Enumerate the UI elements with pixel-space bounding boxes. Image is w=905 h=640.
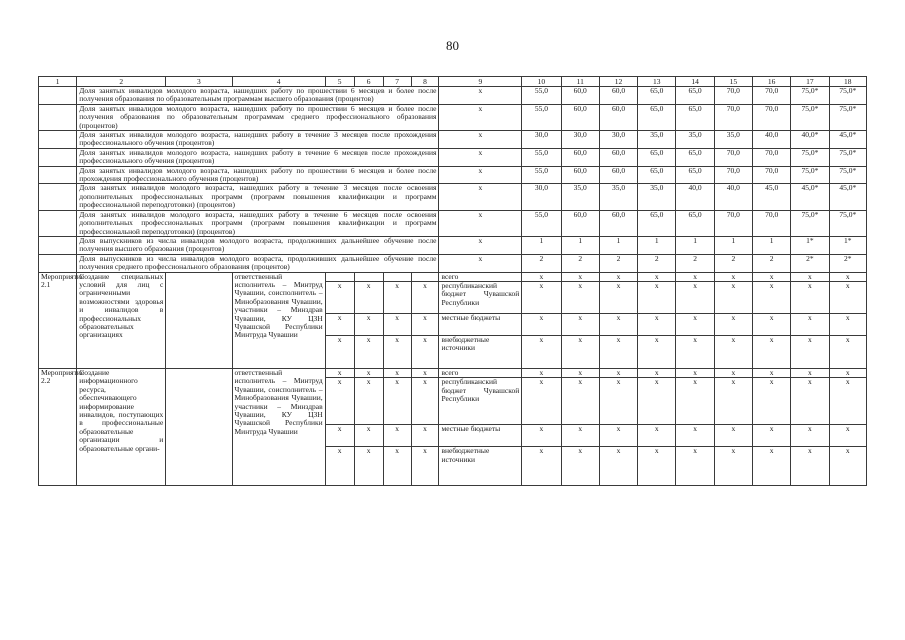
measure-value: x [599, 447, 637, 486]
measure-name: Создание информационного ресурса, обеспечивающего информирование инвалидов, поступающих в профессиональные образовательные организации и образовательные органи- [77, 368, 166, 485]
measure-value: x [561, 368, 599, 377]
measure-code-cell: x [325, 313, 354, 335]
measure-value: x [638, 335, 676, 368]
measure-code-cell: x [411, 447, 439, 486]
measure-value: x [829, 447, 866, 486]
measure-value: x [638, 368, 676, 377]
indicator-value: 60,0 [561, 210, 599, 236]
indicator-value: 70,0 [753, 104, 791, 130]
indicator-text: Доля выпускников из числа инвалидов молодого возраста, продолживших дальнейшее обучение после получения среднего профессионального образования (процентов) [77, 254, 439, 272]
measure-code-cell: x [383, 378, 411, 425]
measure-value: x [638, 378, 676, 425]
indicator-value: 60,0 [599, 148, 637, 166]
indicator-value: 65,0 [638, 87, 676, 105]
indicator-text: Доля занятых инвалидов молодого возраста, нашедших работу в течение 3 месяцев после прохождения профессионального обучения (процентов) [77, 131, 439, 149]
indicator-value: 1 [522, 236, 561, 254]
indicator-value: 1* [791, 236, 829, 254]
measure-code-cell: x [354, 378, 383, 425]
header-cell: 10 [522, 77, 561, 87]
indicator-value: 1 [676, 236, 714, 254]
measure-code-cell: x [354, 368, 383, 377]
measure-code-cell: x [354, 281, 383, 313]
indicator-marker: x [439, 131, 522, 149]
indicator-value: 60,0 [561, 166, 599, 184]
measure-executor: ответственный исполнитель – Минтруд Чувашии, соисполнитель – Минобразования Чувашии, участники – Минздрав Чувашии, КУ ЦЗН Чувашской Республики Минтруда Чувашии [232, 368, 325, 485]
indicator-value: 35,0 [714, 131, 752, 149]
indicator-row [39, 254, 867, 272]
empty-cell [39, 210, 77, 236]
funding-source: внебюджетные источники [439, 447, 522, 486]
indicator-value: 70,0 [714, 166, 752, 184]
measure-code-cell: x [411, 368, 439, 377]
header-cell: 13 [638, 77, 676, 87]
indicator-value: 65,0 [638, 210, 676, 236]
empty-cell [39, 254, 77, 272]
measure-value: x [522, 272, 561, 281]
measure-code-cell: x [383, 368, 411, 377]
measure-code-cell: x [411, 313, 439, 335]
indicator-text: Доля выпускников из числа инвалидов молодого возраста, продолживших дальнейшее обучение после получения высшего образования (процентов) [77, 236, 439, 254]
measure-code-cell: x [325, 368, 354, 377]
indicator-value: 2 [522, 254, 561, 272]
indicator-value: 2 [676, 254, 714, 272]
indicator-value: 60,0 [599, 104, 637, 130]
measure-value: x [753, 368, 791, 377]
empty-cell [39, 87, 77, 105]
header-cell: 8 [411, 77, 439, 87]
funding-source: всего [439, 272, 522, 281]
measure-code-cell: x [354, 313, 383, 335]
indicator-value: 60,0 [599, 87, 637, 105]
indicator-value: 65,0 [676, 166, 714, 184]
header-cell: 7 [383, 77, 411, 87]
indicator-text: Доля занятых инвалидов молодого возраста, нашедших работу по прошествии 6 месяцев и более после прохождения профессионального обучения (процентов) [77, 166, 439, 184]
measure-value: x [638, 425, 676, 447]
indicator-value: 60,0 [561, 104, 599, 130]
indicator-value: 65,0 [676, 148, 714, 166]
indicator-marker: x [439, 184, 522, 210]
indicator-value: 70,0 [753, 148, 791, 166]
measure-value: x [522, 368, 561, 377]
measure-value: x [791, 272, 829, 281]
indicator-value: 30,0 [522, 184, 561, 210]
measure-value: x [829, 281, 866, 313]
funding-source: всего [439, 368, 522, 377]
measure-value: x [522, 447, 561, 486]
indicator-value: 2* [829, 254, 866, 272]
header-cell: 12 [599, 77, 637, 87]
indicator-value: 75,0* [829, 166, 866, 184]
empty-cell [39, 166, 77, 184]
measure-value: x [561, 335, 599, 368]
indicator-value: 55,0 [522, 104, 561, 130]
measure-value: x [676, 378, 714, 425]
measure-code-cell: x [383, 281, 411, 313]
indicator-marker: x [439, 87, 522, 105]
indicator-value: 75,0* [829, 104, 866, 130]
indicator-value: 2 [638, 254, 676, 272]
indicator-value: 40,0 [714, 184, 752, 210]
measure-value: x [714, 368, 752, 377]
measure-code-cell: x [383, 425, 411, 447]
measure-value: x [599, 368, 637, 377]
measure-value: x [829, 335, 866, 368]
header-cell: 18 [829, 77, 866, 87]
indicator-value: 75,0* [791, 210, 829, 236]
indicator-value: 35,0 [638, 184, 676, 210]
measure-value: x [522, 378, 561, 425]
measure-value: x [638, 281, 676, 313]
indicator-value: 55,0 [522, 148, 561, 166]
indicator-value: 55,0 [522, 210, 561, 236]
measure-value: x [791, 335, 829, 368]
measure-value: x [561, 281, 599, 313]
measure-code-cell: x [354, 447, 383, 486]
measure-code-cell: x [325, 281, 354, 313]
indicator-value: 40,0* [791, 131, 829, 149]
indicator-row [39, 236, 867, 254]
indicator-value: 60,0 [599, 210, 637, 236]
measure-value: x [714, 313, 752, 335]
measure-value: x [753, 378, 791, 425]
indicator-marker: x [439, 236, 522, 254]
indicator-value: 2* [791, 254, 829, 272]
indicator-marker: x [439, 254, 522, 272]
indicator-value: 65,0 [638, 148, 676, 166]
indicator-value: 60,0 [561, 148, 599, 166]
indicator-value: 30,0 [522, 131, 561, 149]
indicator-value: 35,0 [561, 184, 599, 210]
measure-code-cell: x [354, 335, 383, 368]
measure-value: x [522, 335, 561, 368]
indicator-value: 45,0* [791, 184, 829, 210]
measure-code-cell: x [411, 425, 439, 447]
indicator-value: 70,0 [714, 87, 752, 105]
measure-value: x [561, 447, 599, 486]
measure-value: x [638, 313, 676, 335]
measure-value: x [522, 425, 561, 447]
measure-code-cell: x [325, 447, 354, 486]
empty-cell [39, 184, 77, 210]
funding-source: внебюджетные источники [439, 335, 522, 368]
header-cell: 14 [676, 77, 714, 87]
measure-value: x [714, 335, 752, 368]
indicator-value: 55,0 [522, 166, 561, 184]
measure-value: x [676, 335, 714, 368]
indicator-value: 35,0 [599, 184, 637, 210]
measure-value: x [676, 272, 714, 281]
indicator-row [39, 210, 867, 236]
indicator-marker: x [439, 210, 522, 236]
header-cell: 5 [325, 77, 354, 87]
indicator-text: Доля занятых инвалидов молодого возраста, нашедших работу по прошествии 6 месяцев и более после получения образования по образовательным программам высшего образования (процентов) [77, 87, 439, 105]
header-cell: 3 [166, 77, 232, 87]
measure-value: x [753, 335, 791, 368]
measure-code-cell: x [325, 425, 354, 447]
measure-value: x [676, 447, 714, 486]
funding-source: республиканский бюджет Чувашской Республики [439, 378, 522, 425]
indicator-value: 45,0* [829, 184, 866, 210]
indicator-value: 65,0 [676, 87, 714, 105]
measure-executor: ответственный исполнитель – Минтруд Чувашии, соисполнитель – Минобразования Чувашии, участники – Минздрав Чувашии, КУ ЦЗН Чувашской Республики Минтруда Чувашии [232, 272, 325, 368]
indicator-value: 45,0* [829, 131, 866, 149]
indicator-row [39, 184, 867, 210]
measure-value: x [714, 281, 752, 313]
measure-value: x [791, 313, 829, 335]
empty-cell [39, 148, 77, 166]
indicator-value: 70,0 [714, 210, 752, 236]
empty-cell [39, 236, 77, 254]
indicator-value: 65,0 [638, 166, 676, 184]
measure-value: x [791, 368, 829, 377]
header-cell: 11 [561, 77, 599, 87]
measure-value: x [829, 425, 866, 447]
indicator-value: 70,0 [714, 148, 752, 166]
indicator-value: 70,0 [753, 210, 791, 236]
measure-label: Мероприятие 2.1 [39, 272, 77, 368]
indicator-value: 1 [638, 236, 676, 254]
funding-source: местные бюджеты [439, 313, 522, 335]
header-cell: 16 [753, 77, 791, 87]
indicator-value: 1 [599, 236, 637, 254]
measure-value: x [599, 335, 637, 368]
indicator-text: Доля занятых инвалидов молодого возраста, нашедших работу по прошествии 6 месяцев и более после получения образования по образовательным программам среднего профессионального образования (процентов) [77, 104, 439, 130]
indicator-value: 65,0 [676, 104, 714, 130]
measure-code-cell: x [411, 335, 439, 368]
measure-name: Создание специальных условий для лиц с ограниченными возможностями здоровья и инвалидов в профессиональных образовательных организациях [77, 272, 166, 368]
indicator-marker: x [439, 166, 522, 184]
measure-value: x [714, 447, 752, 486]
indicator-row [39, 104, 867, 130]
measure-value: x [561, 313, 599, 335]
measure-value: x [791, 425, 829, 447]
empty-cell [39, 131, 77, 149]
measure-value: x [561, 378, 599, 425]
measure-code-cell: x [411, 281, 439, 313]
measure-value: x [791, 447, 829, 486]
indicator-value: 75,0* [829, 148, 866, 166]
measure-value: x [599, 378, 637, 425]
program-table [38, 76, 867, 486]
header-cell: 9 [439, 77, 522, 87]
measure-value: x [829, 272, 866, 281]
measure-value: x [714, 272, 752, 281]
measure-value: x [676, 425, 714, 447]
measure-code-cell: x [325, 378, 354, 425]
indicator-value: 40,0 [753, 131, 791, 149]
indicator-value: 65,0 [676, 210, 714, 236]
indicator-text: Доля занятых инвалидов молодого возраста, нашедших работу в течение 3 месяцев после освоения дополнительных профессиональных программ (программ повышения квалификации и программ профессиональной переподготовки) (процентов) [77, 184, 439, 210]
indicator-value: 1* [829, 236, 866, 254]
measure-code-cell: x [383, 447, 411, 486]
measure-value: x [676, 313, 714, 335]
indicator-value: 75,0* [791, 166, 829, 184]
indicator-value: 1 [714, 236, 752, 254]
indicator-row [39, 148, 867, 166]
header-cell: 17 [791, 77, 829, 87]
indicator-value: 45,0 [753, 184, 791, 210]
indicator-row [39, 87, 867, 105]
indicator-value: 2 [753, 254, 791, 272]
measure-value: x [638, 447, 676, 486]
indicator-value: 1 [561, 236, 599, 254]
measure-value: x [561, 425, 599, 447]
indicator-value: 35,0 [676, 131, 714, 149]
funding-source: местные бюджеты [439, 425, 522, 447]
indicator-value: 30,0 [599, 131, 637, 149]
measure-value: x [791, 378, 829, 425]
indicator-value: 55,0 [522, 87, 561, 105]
measure-value: x [599, 313, 637, 335]
indicator-value: 35,0 [638, 131, 676, 149]
indicator-value: 75,0* [791, 104, 829, 130]
indicator-value: 2 [714, 254, 752, 272]
empty-cell [166, 272, 232, 368]
indicator-value: 65,0 [638, 104, 676, 130]
header-cell: 4 [232, 77, 325, 87]
empty-cell [166, 368, 232, 485]
funding-source: республиканский бюджет Чувашской Республики [439, 281, 522, 313]
measure-value: x [599, 425, 637, 447]
measure-value: x [753, 425, 791, 447]
indicator-marker: x [439, 148, 522, 166]
indicator-row [39, 166, 867, 184]
measure-value: x [638, 272, 676, 281]
measure-value: x [599, 281, 637, 313]
header-cell: 1 [39, 77, 77, 87]
indicator-value: 30,0 [561, 131, 599, 149]
indicator-value: 70,0 [753, 166, 791, 184]
measure-code-cell: x [354, 425, 383, 447]
header-cell: 2 [77, 77, 166, 87]
measure-value: x [561, 272, 599, 281]
indicator-value: 75,0* [829, 87, 866, 105]
indicator-value: 40,0 [676, 184, 714, 210]
measure-value: x [753, 281, 791, 313]
header-cell: 15 [714, 77, 752, 87]
measure-value: x [599, 272, 637, 281]
measure-value: x [676, 368, 714, 377]
measure-value: x [791, 281, 829, 313]
indicator-row [39, 131, 867, 149]
measure-code-cell: x [325, 335, 354, 368]
indicator-marker: x [439, 104, 522, 130]
indicator-value: 75,0* [791, 87, 829, 105]
measure-value: x [829, 378, 866, 425]
measure-code-cell: x [383, 313, 411, 335]
indicator-value: 60,0 [561, 87, 599, 105]
measure-value: x [522, 281, 561, 313]
measure-value: x [829, 313, 866, 335]
indicator-value: 1 [753, 236, 791, 254]
indicator-value: 75,0* [791, 148, 829, 166]
indicator-value: 2 [599, 254, 637, 272]
measure-value: x [753, 313, 791, 335]
measure-value: x [714, 425, 752, 447]
measure-code-cell: x [383, 335, 411, 368]
measure-code-cell: x [411, 378, 439, 425]
indicator-value: 60,0 [599, 166, 637, 184]
measure-label: Мероприятие 2.2 [39, 368, 77, 485]
empty-cell [39, 104, 77, 130]
measure-value: x [753, 447, 791, 486]
measure-value: x [714, 378, 752, 425]
measure-value: x [522, 313, 561, 335]
indicator-value: 70,0 [753, 87, 791, 105]
header-row [39, 77, 867, 87]
indicator-value: 2 [561, 254, 599, 272]
indicator-value: 75,0* [829, 210, 866, 236]
indicator-text: Доля занятых инвалидов молодого возраста, нашедших работу в течение 6 месяцев после освоения дополнительных профессиональных программ (программ повышения квалификации и программ профессиональной переподготовки) (процентов) [77, 210, 439, 236]
indicator-text: Доля занятых инвалидов молодого возраста, нашедших работу в течение 6 месяцев после прохождения профессионального обучения (процентов) [77, 148, 439, 166]
measure-value: x [829, 368, 866, 377]
measure-value: x [676, 281, 714, 313]
page-number: 80 [446, 38, 459, 53]
header-cell: 6 [354, 77, 383, 87]
measure-value: x [753, 272, 791, 281]
indicator-value: 70,0 [714, 104, 752, 130]
